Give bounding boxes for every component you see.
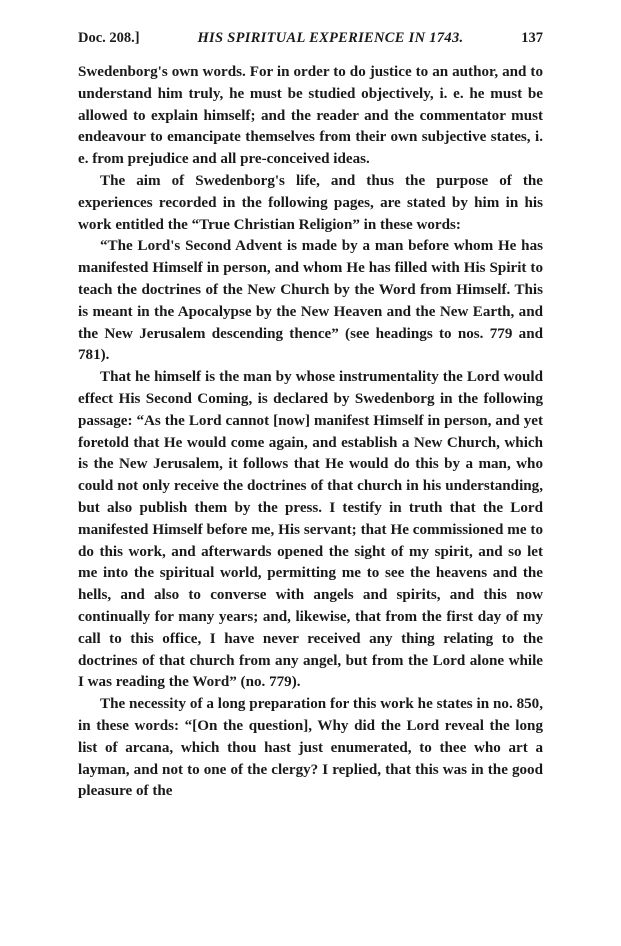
paragraph: The necessity of a long preparation for this work he states in no. 850, in these words: “[On the question], Why did the Lord reveal the long list of arcana, which thou hast just enumerated, to thee who art a layman, and not to one of the clergy? I replied, that this was in the good pleasure of the <box>78 696 543 800</box>
paragraph: That he himself is the man by whose instrumentality the Lord would effect His Second Coming, is declared by Swedenborg in the following passage: “As the Lord cannot [now] manifest Himself in person, and yet foretold that He would come again, and establish a New Church, which is the New Jerusalem, it follows that He would do this by a man, who could not only receive the doctrines of that church in his understanding, but also publish them by the press. I testify in truth that the Lord manifested Himself before me, His servant; that He commissioned me to do this work, and afterwards opened the sight of my spirit, and so let me into the spiritual world, permitting me to see the heavens and the hells, and also to converse with angels and spirits, and this now continually for many years; and, likewise, that from the first day of my call to this office, I have never received any thing relating to the doctrines of that church from any angel, but from the Lord alone while I was reading the Word” (no. 779). <box>78 369 543 691</box>
paragraph: “The Lord's Second Advent is made by a man before whom He has manifested Himself in person, and whom He has filled with His Spirit to teach the doctrines of the New Church by the Word from Himself. This is meant in the Apocalypse by the New Heaven and the New Earth, and the New Jerusalem descending thence” (see headings to nos. 779 and 781). <box>78 238 543 364</box>
page-body <box>78 62 543 803</box>
doc-label: Doc. 208.] <box>78 30 140 46</box>
page-number: 137 <box>521 30 543 46</box>
book-page <box>78 30 543 803</box>
paragraph: Swedenborg's own words. For in order to do justice to an author, and to understand him truly, he must be studied objectively, i. e. he must be allowed to explain himself; and the reader and the commentator must endeavour to emancipate themselves from their own subjective states, i. e. from prejudice and all pre-conceived ideas. <box>78 64 543 168</box>
running-title: HIS SPIRITUAL EXPERIENCE IN 1743. <box>197 30 464 46</box>
running-header <box>78 30 543 56</box>
paragraph: The aim of Swedenborg's life, and thus the purpose of the experiences recorded in the following pages, are stated by him in his work entitled the “True Christian Religion” in these words: <box>78 172 543 233</box>
